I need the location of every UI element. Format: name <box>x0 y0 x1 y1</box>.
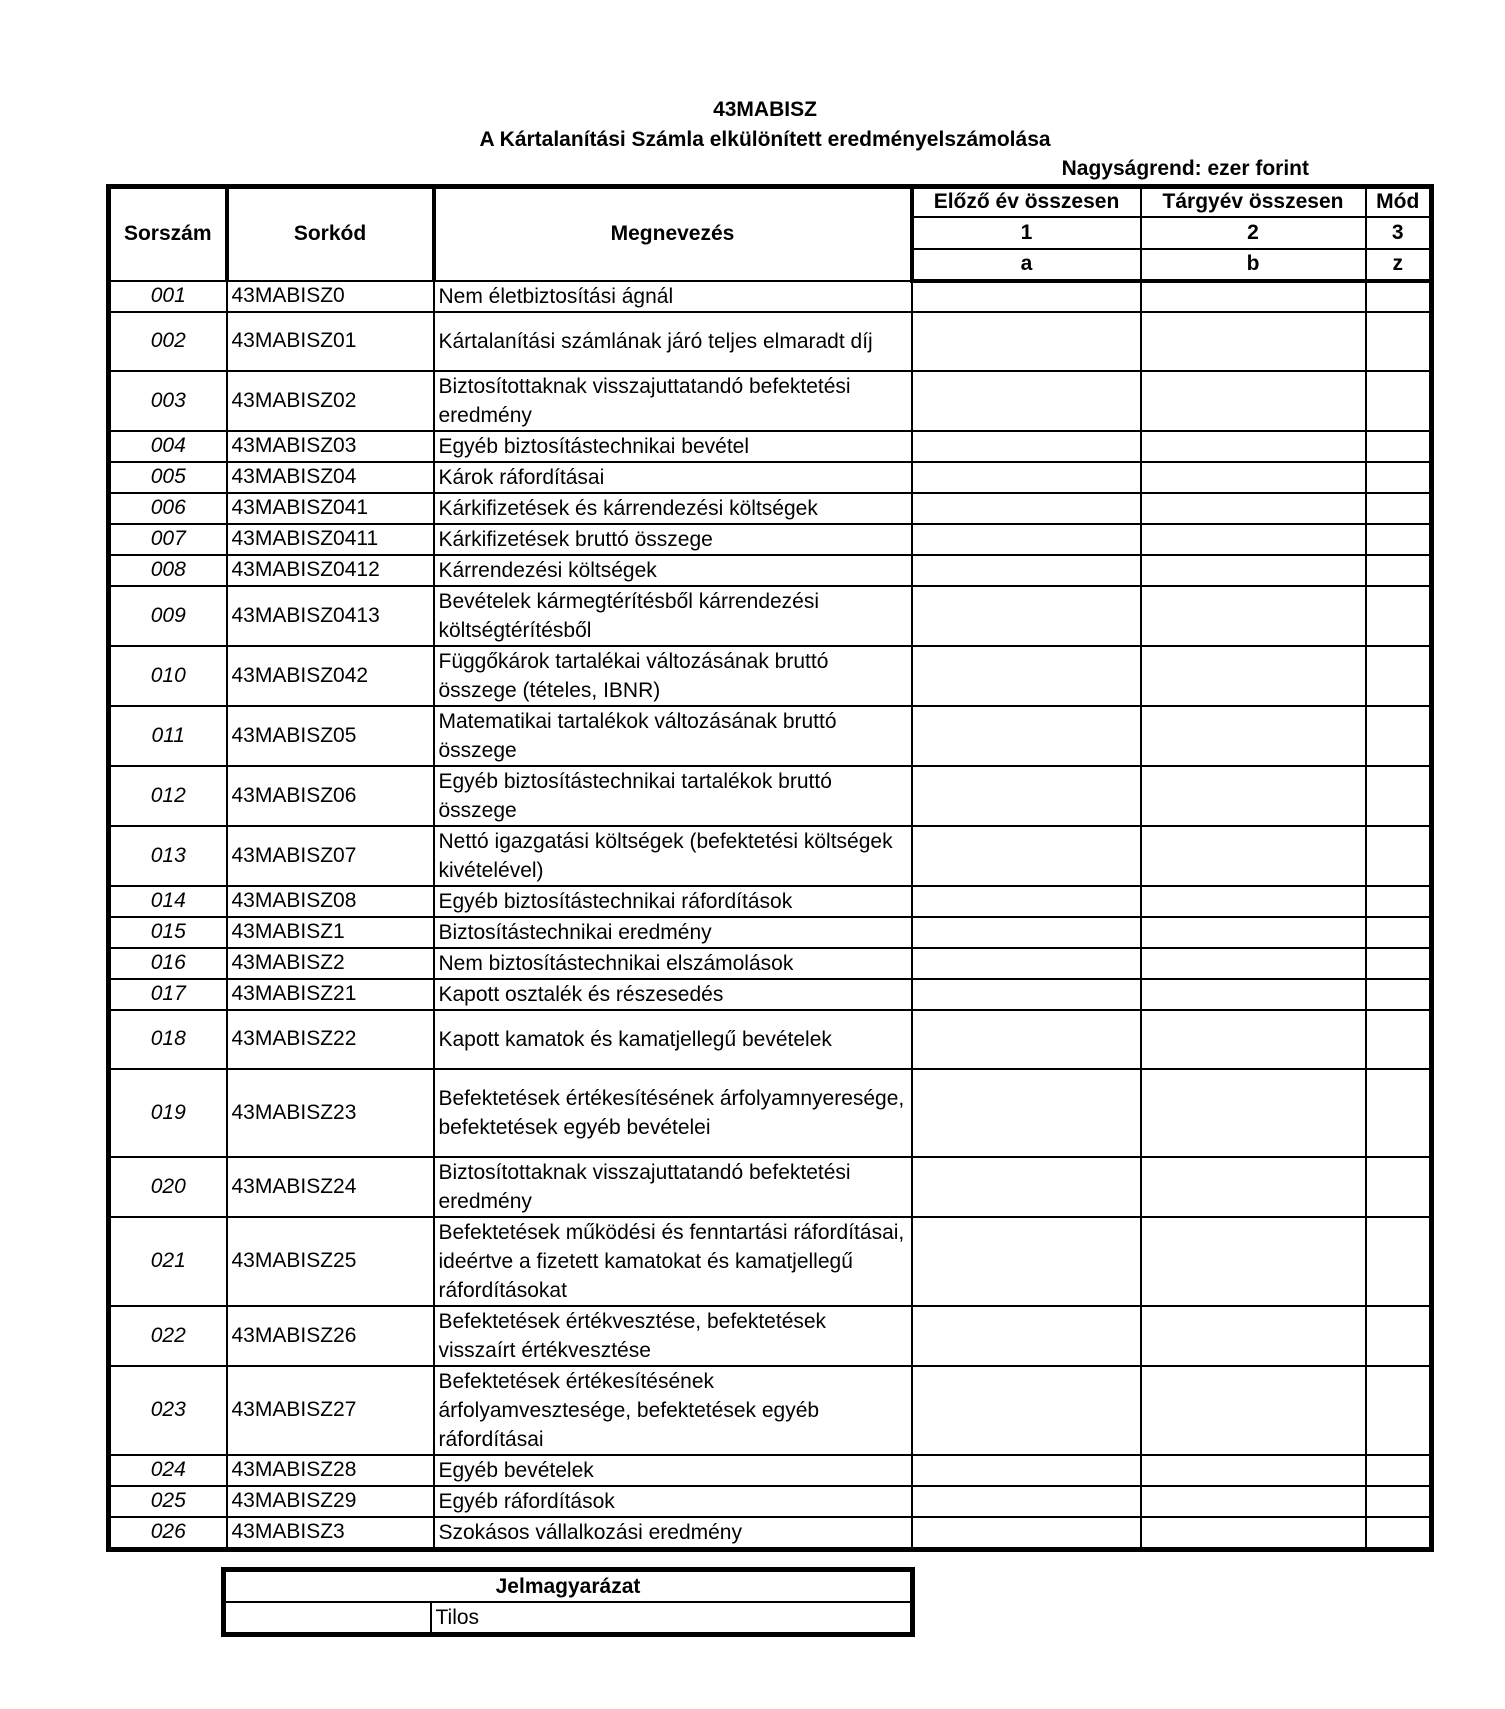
header-megnevezes: Megnevezés <box>434 187 912 281</box>
table-row <box>109 979 1432 1010</box>
row-number: 022 <box>109 1306 227 1366</box>
curr-total-cell[interactable] <box>1141 1455 1366 1486</box>
row-code: 43MABISZ25 <box>227 1217 434 1306</box>
curr-total-cell[interactable] <box>1141 431 1366 462</box>
report-table <box>106 184 1434 1552</box>
row-code: 43MABISZ23 <box>227 1069 434 1157</box>
table-row <box>109 371 1432 431</box>
mod-cell[interactable] <box>1366 1306 1432 1366</box>
prev-total-cell[interactable] <box>912 1069 1141 1157</box>
table-row <box>109 948 1432 979</box>
table-row <box>109 431 1432 462</box>
row-name: Bevételek kármegtérítésből kárrendezési költségtérítésből <box>434 586 912 646</box>
table-row <box>109 1366 1432 1455</box>
row-code: 43MABISZ06 <box>227 766 434 826</box>
legend-swatch <box>224 1602 431 1635</box>
row-code: 43MABISZ04 <box>227 462 434 493</box>
row-name: Befektetések működési és fenntartási ráfordításai, ideértve a fizetett kamatokat és kamatjellegű ráfordításokat <box>434 1217 912 1306</box>
row-number: 012 <box>109 766 227 826</box>
row-name: Biztosítottaknak visszajuttatandó befektetési eredmény <box>434 1157 912 1217</box>
prev-total-cell[interactable] <box>912 979 1141 1010</box>
row-number: 011 <box>109 706 227 766</box>
row-number: 014 <box>109 886 227 917</box>
row-number: 017 <box>109 979 227 1010</box>
row-name: Egyéb biztosítástechnikai ráfordítások <box>434 886 912 917</box>
mod-cell[interactable] <box>1366 524 1432 555</box>
row-number: 009 <box>109 586 227 646</box>
mod-cell[interactable] <box>1366 826 1432 886</box>
row-name: Károk ráfordításai <box>434 462 912 493</box>
row-code: 43MABISZ08 <box>227 886 434 917</box>
row-code: 43MABISZ21 <box>227 979 434 1010</box>
curr-total-cell[interactable] <box>1141 1306 1366 1366</box>
row-name: Egyéb biztosítástechnikai bevétel <box>434 431 912 462</box>
curr-total-cell[interactable] <box>1141 1517 1366 1550</box>
header-index-1: 1 <box>912 217 1141 249</box>
curr-total-cell[interactable] <box>1141 312 1366 371</box>
row-number: 010 <box>109 646 227 706</box>
header-index-3: 3 <box>1366 217 1432 249</box>
mod-cell[interactable] <box>1366 1217 1432 1306</box>
mod-cell[interactable] <box>1366 886 1432 917</box>
mod-cell[interactable] <box>1366 706 1432 766</box>
row-code: 43MABISZ02 <box>227 371 434 431</box>
row-number: 002 <box>109 312 227 371</box>
prev-total-cell[interactable] <box>912 1486 1141 1517</box>
table-row <box>109 1217 1432 1306</box>
mod-cell[interactable] <box>1366 1157 1432 1217</box>
mod-cell[interactable] <box>1366 431 1432 462</box>
curr-total-cell[interactable] <box>1141 281 1366 312</box>
prev-total-cell[interactable] <box>912 555 1141 586</box>
row-number: 020 <box>109 1157 227 1217</box>
prev-total-cell[interactable] <box>912 1366 1141 1455</box>
row-name: Kárkifizetések bruttó összege <box>434 524 912 555</box>
row-number: 003 <box>109 371 227 431</box>
prev-total-cell[interactable] <box>912 586 1141 646</box>
row-name: Biztosítottaknak visszajuttatandó befektetési eredmény <box>434 371 912 431</box>
row-name: Nettó igazgatási költségek (befektetési költségek kivételével) <box>434 826 912 886</box>
mod-cell[interactable] <box>1366 493 1432 524</box>
prev-total-cell[interactable] <box>912 1455 1141 1486</box>
unit-label: Nagyságrend: ezer forint <box>1061 157 1309 180</box>
mod-cell[interactable] <box>1366 766 1432 826</box>
row-number: 021 <box>109 1217 227 1306</box>
row-code: 43MABISZ28 <box>227 1455 434 1486</box>
row-name: Befektetések értékesítésének árfolyamnyeresége, befektetések egyéb bevételei <box>434 1069 912 1157</box>
row-name: Függőkárok tartalékai változásának bruttó összege (tételes, IBNR) <box>434 646 912 706</box>
row-code: 43MABISZ05 <box>227 706 434 766</box>
header-prev-total: Előző év összesen <box>912 187 1141 217</box>
table-row <box>109 555 1432 586</box>
form-code: 43MABISZ <box>713 98 817 121</box>
row-name: Egyéb bevételek <box>434 1455 912 1486</box>
header-curr-total: Tárgyév összesen <box>1141 187 1366 217</box>
curr-total-cell[interactable] <box>1141 524 1366 555</box>
row-code: 43MABISZ042 <box>227 646 434 706</box>
row-code: 43MABISZ0 <box>227 281 434 312</box>
prev-total-cell[interactable] <box>912 281 1141 312</box>
mod-cell[interactable] <box>1366 462 1432 493</box>
curr-total-cell[interactable] <box>1141 586 1366 646</box>
mod-cell[interactable] <box>1366 312 1432 371</box>
prev-total-cell[interactable] <box>912 826 1141 886</box>
header-index-2: 2 <box>1141 217 1366 249</box>
header-letter-z: z <box>1366 249 1432 281</box>
prev-total-cell[interactable] <box>912 1306 1141 1366</box>
table-row <box>109 706 1432 766</box>
row-number: 025 <box>109 1486 227 1517</box>
curr-total-cell[interactable] <box>1141 1486 1366 1517</box>
row-number: 006 <box>109 493 227 524</box>
row-name: Kapott osztalék és részesedés <box>434 979 912 1010</box>
prev-total-cell[interactable] <box>912 1517 1141 1550</box>
table-row <box>109 462 1432 493</box>
row-code: 43MABISZ22 <box>227 1010 434 1069</box>
row-code: 43MABISZ041 <box>227 493 434 524</box>
table-row <box>109 493 1432 524</box>
row-code: 43MABISZ03 <box>227 431 434 462</box>
table-row <box>109 917 1432 948</box>
legend-item: Tilos <box>431 1602 913 1635</box>
prev-total-cell[interactable] <box>912 462 1141 493</box>
mod-cell[interactable] <box>1366 948 1432 979</box>
row-name: Befektetések értékesítésének árfolyamvesztesége, befektetések egyéb ráfordításai <box>434 1366 912 1455</box>
table-row <box>109 1306 1432 1366</box>
prev-total-cell[interactable] <box>912 886 1141 917</box>
curr-total-cell[interactable] <box>1141 1217 1366 1306</box>
row-code: 43MABISZ29 <box>227 1486 434 1517</box>
row-number: 005 <box>109 462 227 493</box>
curr-total-cell[interactable] <box>1141 917 1366 948</box>
row-number: 008 <box>109 555 227 586</box>
header-letter-a: a <box>912 249 1141 281</box>
form-title: A Kártalanítási Számla elkülönített eredményelszámolása <box>479 128 1051 151</box>
row-code: 43MABISZ01 <box>227 312 434 371</box>
curr-total-cell[interactable] <box>1141 1366 1366 1455</box>
prev-total-cell[interactable] <box>912 431 1141 462</box>
curr-total-cell[interactable] <box>1141 371 1366 431</box>
row-name: Kárrendezési költségek <box>434 555 912 586</box>
row-number: 018 <box>109 1010 227 1069</box>
curr-total-cell[interactable] <box>1141 1069 1366 1157</box>
table-row <box>109 1517 1432 1550</box>
table-row <box>109 1010 1432 1069</box>
row-name: Egyéb ráfordítások <box>434 1486 912 1517</box>
row-name: Nem biztosítástechnikai elszámolások <box>434 948 912 979</box>
prev-total-cell[interactable] <box>912 493 1141 524</box>
table-row <box>109 886 1432 917</box>
prev-total-cell[interactable] <box>912 948 1141 979</box>
row-code: 43MABISZ1 <box>227 917 434 948</box>
row-name: Egyéb biztosítástechnikai tartalékok bruttó összege <box>434 766 912 826</box>
row-code: 43MABISZ0413 <box>227 586 434 646</box>
row-name: Kapott kamatok és kamatjellegű bevételek <box>434 1010 912 1069</box>
mod-cell[interactable] <box>1366 1366 1432 1455</box>
mod-cell[interactable] <box>1366 1486 1432 1517</box>
table-row <box>109 646 1432 706</box>
row-name: Szokásos vállalkozási eredmény <box>434 1517 912 1550</box>
curr-total-cell[interactable] <box>1141 826 1366 886</box>
row-code: 43MABISZ0411 <box>227 524 434 555</box>
row-name: Nem életbiztosítási ágnál <box>434 281 912 312</box>
prev-total-cell[interactable] <box>912 1217 1141 1306</box>
curr-total-cell[interactable] <box>1141 646 1366 706</box>
mod-cell[interactable] <box>1366 555 1432 586</box>
row-number: 004 <box>109 431 227 462</box>
curr-total-cell[interactable] <box>1141 1157 1366 1217</box>
curr-total-cell[interactable] <box>1141 706 1366 766</box>
row-code: 43MABISZ26 <box>227 1306 434 1366</box>
curr-total-cell[interactable] <box>1141 1010 1366 1069</box>
mod-cell[interactable] <box>1366 1010 1432 1069</box>
table-row <box>109 281 1432 312</box>
prev-total-cell[interactable] <box>912 917 1141 948</box>
row-number: 007 <box>109 524 227 555</box>
row-name: Biztosítástechnikai eredmény <box>434 917 912 948</box>
prev-total-cell[interactable] <box>912 524 1141 555</box>
header-mod: Mód <box>1366 187 1432 217</box>
row-number: 001 <box>109 281 227 312</box>
row-name: Kártalanítási számlának járó teljes elmaradt díj <box>434 312 912 371</box>
row-number: 016 <box>109 948 227 979</box>
curr-total-cell[interactable] <box>1141 493 1366 524</box>
row-code: 43MABISZ3 <box>227 1517 434 1550</box>
row-code: 43MABISZ0412 <box>227 555 434 586</box>
mod-cell[interactable] <box>1366 371 1432 431</box>
table-row <box>109 1157 1432 1217</box>
row-code: 43MABISZ27 <box>227 1366 434 1455</box>
curr-total-cell[interactable] <box>1141 979 1366 1010</box>
curr-total-cell[interactable] <box>1141 948 1366 979</box>
row-name: Matematikai tartalékok változásának bruttó összege <box>434 706 912 766</box>
prev-total-cell[interactable] <box>912 1157 1141 1217</box>
table-row <box>109 826 1432 886</box>
row-number: 019 <box>109 1069 227 1157</box>
mod-cell[interactable] <box>1366 646 1432 706</box>
mod-cell[interactable] <box>1366 1069 1432 1157</box>
curr-total-cell[interactable] <box>1141 555 1366 586</box>
prev-total-cell[interactable] <box>912 1010 1141 1069</box>
row-number: 026 <box>109 1517 227 1550</box>
row-number: 015 <box>109 917 227 948</box>
mod-cell[interactable] <box>1366 586 1432 646</box>
row-name: Kárkifizetések és kárrendezési költségek <box>434 493 912 524</box>
row-number: 024 <box>109 1455 227 1486</box>
prev-total-cell[interactable] <box>912 312 1141 371</box>
mod-cell[interactable] <box>1366 979 1432 1010</box>
header-sorkod: Sorkód <box>227 187 434 281</box>
legend-table <box>221 1567 915 1637</box>
mod-cell[interactable] <box>1366 1517 1432 1550</box>
legend-title: Jelmagyarázat <box>224 1570 913 1603</box>
table-row <box>109 766 1432 826</box>
prev-total-cell[interactable] <box>912 766 1141 826</box>
prev-total-cell[interactable] <box>912 646 1141 706</box>
table-row <box>109 312 1432 371</box>
mod-cell[interactable] <box>1366 281 1432 312</box>
table-row <box>109 1069 1432 1157</box>
row-code: 43MABISZ24 <box>227 1157 434 1217</box>
table-row <box>109 1455 1432 1486</box>
mod-cell[interactable] <box>1366 917 1432 948</box>
table-row <box>109 586 1432 646</box>
curr-total-cell[interactable] <box>1141 766 1366 826</box>
table-row <box>109 1486 1432 1517</box>
row-code: 43MABISZ07 <box>227 826 434 886</box>
header-sorszam: Sorszám <box>109 187 227 281</box>
row-name: Befektetések értékvesztése, befektetések visszaírt értékvesztése <box>434 1306 912 1366</box>
prev-total-cell[interactable] <box>912 371 1141 431</box>
row-code: 43MABISZ2 <box>227 948 434 979</box>
table-row <box>109 524 1432 555</box>
header-letter-b: b <box>1141 249 1366 281</box>
prev-total-cell[interactable] <box>912 706 1141 766</box>
mod-cell[interactable] <box>1366 1455 1432 1486</box>
row-number: 013 <box>109 826 227 886</box>
curr-total-cell[interactable] <box>1141 886 1366 917</box>
row-number: 023 <box>109 1366 227 1455</box>
curr-total-cell[interactable] <box>1141 462 1366 493</box>
report-body <box>109 281 1432 1550</box>
